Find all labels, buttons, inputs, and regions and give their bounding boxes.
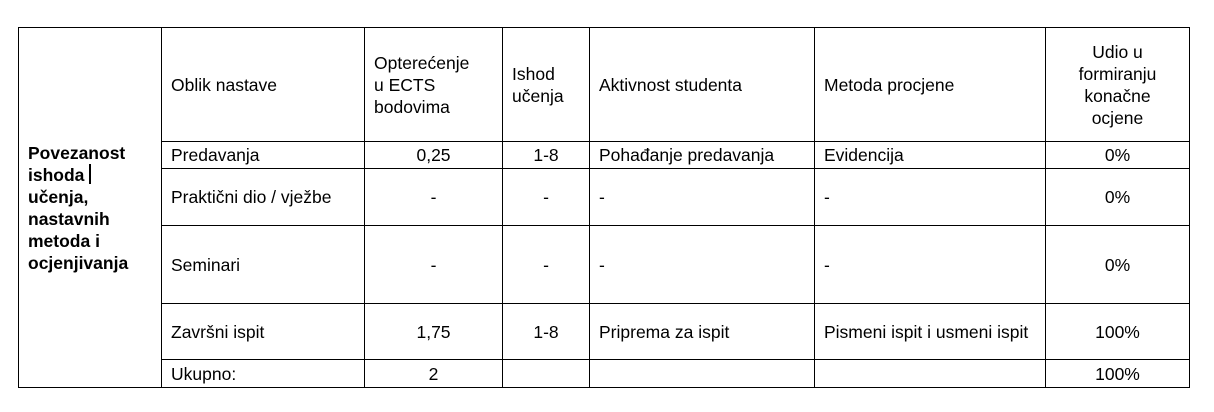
table-row: [19, 169, 1190, 226]
side-label: [19, 28, 162, 388]
header-ishod-line: učenja: [512, 85, 564, 106]
cell-oblik: Predavanja: [162, 142, 365, 169]
header-udio-line: konačne: [1084, 85, 1151, 106]
cell-metoda: Evidencija: [815, 142, 1046, 169]
cell-ects: 2: [365, 360, 503, 388]
cell-udio: 0%: [1046, 169, 1190, 226]
table-row: [19, 304, 1190, 360]
side-label-line: ishoda: [28, 164, 152, 186]
cell-ects: 0,25: [365, 142, 503, 169]
assessment-table: [18, 27, 1190, 388]
cell-aktivnost: -: [590, 169, 815, 226]
cell-aktivnost: Priprema za ispit: [590, 304, 815, 360]
cell-ishod: 1-8: [503, 304, 590, 360]
header-metoda: Metoda procjene: [815, 28, 1046, 142]
side-label-line: nastavnih: [28, 208, 110, 229]
table-row: [19, 226, 1190, 304]
cell-ishod: -: [503, 226, 590, 304]
cell-aktivnost: -: [590, 226, 815, 304]
table-row: [19, 142, 1190, 169]
cell-udio: 100%: [1046, 304, 1190, 360]
cell-metoda: [815, 360, 1046, 388]
side-label-line: Povezanost: [28, 142, 126, 163]
header-oblik: Oblik nastave: [162, 28, 365, 142]
header-ects-line: u ECTS: [374, 74, 436, 95]
cell-oblik: Završni ispit: [162, 304, 365, 360]
cell-metoda: -: [815, 169, 1046, 226]
cell-ects: -: [365, 226, 503, 304]
header-udio: [1046, 28, 1190, 142]
cell-ishod: 1-8: [503, 142, 590, 169]
header-aktivnost: Aktivnost studenta: [590, 28, 815, 142]
total-row: [19, 360, 1190, 388]
header-udio-line: ocjene: [1091, 107, 1144, 128]
cell-ishod: [503, 360, 590, 388]
cell-udio: 0%: [1046, 142, 1190, 169]
cell-oblik: Ukupno:: [162, 360, 365, 388]
side-label-line: metoda i: [28, 230, 100, 251]
side-label-line: učenja,: [28, 186, 89, 207]
cell-metoda: Pismeni ispit i usmeni ispit: [815, 304, 1046, 360]
header-ishod-line: Ishod: [512, 63, 555, 84]
cell-ects: -: [365, 169, 503, 226]
header-ects-line: bodovima: [374, 96, 450, 117]
cell-ects: 1,75: [365, 304, 503, 360]
cell-metoda: -: [815, 226, 1046, 304]
header-ects: [365, 28, 503, 142]
header-ects-line: Opterećenje: [374, 52, 470, 73]
cell-udio: 0%: [1046, 226, 1190, 304]
cell-aktivnost: Pohađanje predavanja: [590, 142, 815, 169]
cell-udio: 100%: [1046, 360, 1190, 388]
cell-oblik: Praktični dio / vježbe: [162, 169, 365, 226]
cell-ishod: -: [503, 169, 590, 226]
header-udio-line: formiranju: [1078, 63, 1157, 84]
header-row: [19, 28, 1190, 142]
header-ishod: [503, 28, 590, 142]
side-label-line: ocjenjivanja: [28, 252, 129, 273]
header-udio-line: Udio u: [1092, 41, 1143, 62]
cell-oblik: Seminari: [162, 226, 365, 304]
cell-aktivnost: [590, 360, 815, 388]
